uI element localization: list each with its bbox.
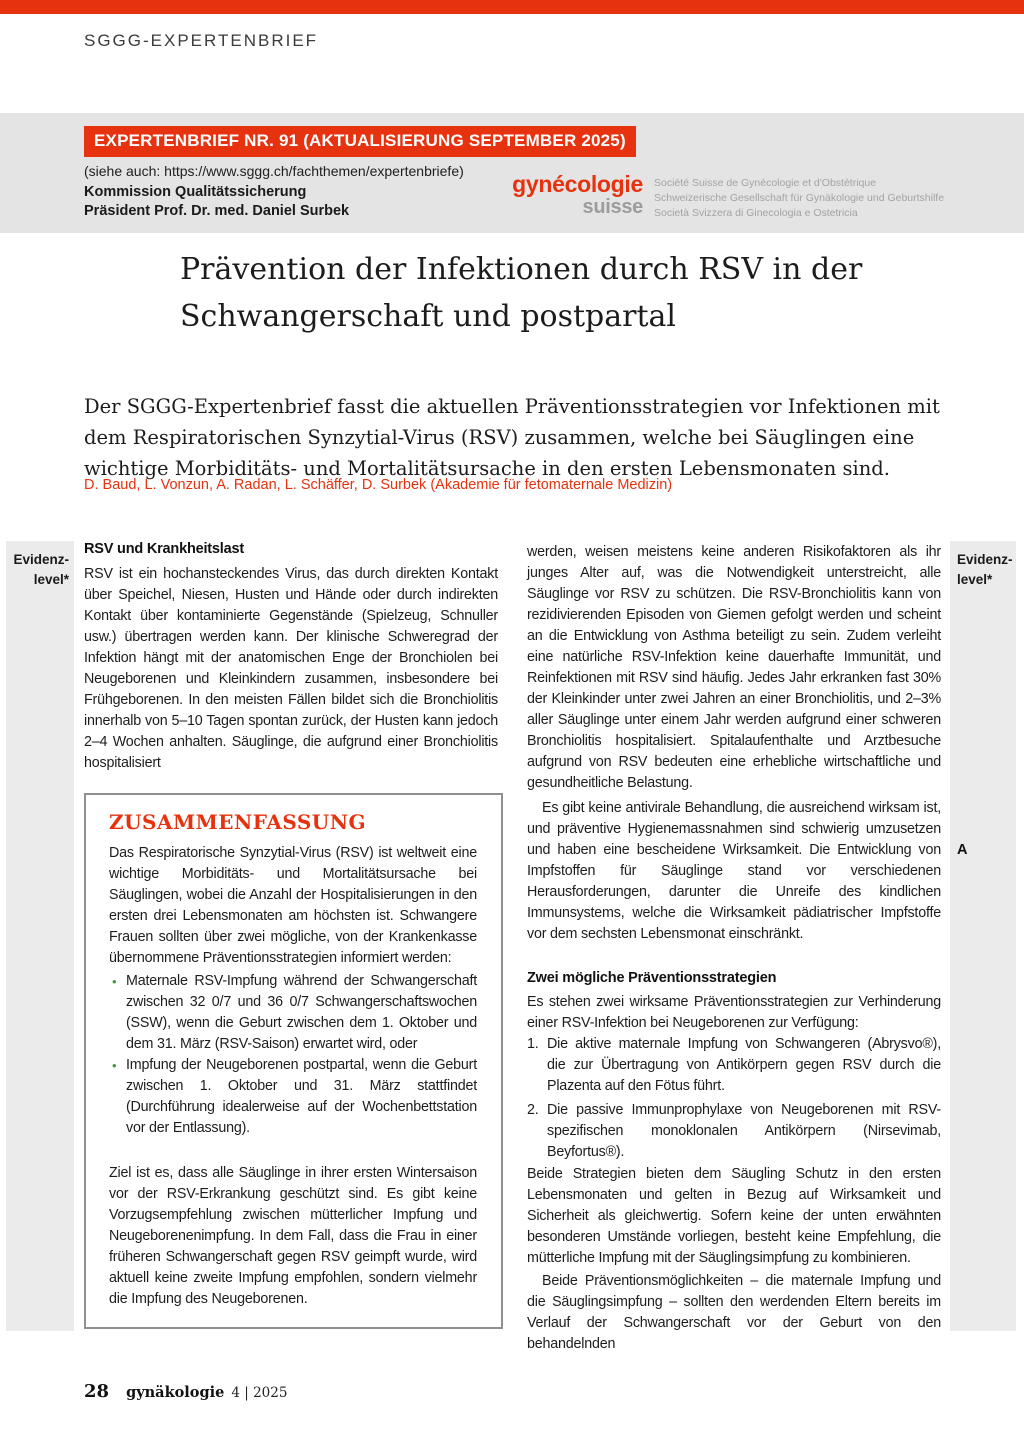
president-line: Präsident Prof. Dr. med. Daniel Surbek xyxy=(84,203,350,219)
evidence-level-strip-right xyxy=(950,541,1016,1331)
summary-box-heading: ZUSAMMENFASSUNG xyxy=(109,810,367,834)
page-footer xyxy=(84,1381,287,1402)
evidence-label-line2: level* xyxy=(33,572,69,587)
journal-name: gynäkologie xyxy=(126,1384,225,1401)
summary-bullet-item: • Maternale RSV-Impfung während der Schwangerschaft zwischen 32 0/7 und 36 0/7 Schwangerschaftswochen (SSW), wenn die Geburt zwischen dem 1. Oktober und dem 31. März (RSV-Saison) erwartet wird, oder xyxy=(109,971,477,1055)
journal-issue: 4 | 2025 xyxy=(231,1385,288,1401)
numbered-item-1 xyxy=(527,1034,941,1097)
right-column-paragraph-3: Es stehen zwei wirksame Präventionsstrategien zur Verhinderung einer RSV-Infektion bei Neugeborenen zur Verfügung: xyxy=(527,994,941,1031)
numbered-item-2 xyxy=(527,1100,941,1163)
society-name-fr: Société Suisse de Gynécologie et d'Obstétrique xyxy=(654,177,877,189)
summary-box-outro: Ziel ist es, dass alle Säuglinge in ihrer ersten Wintersaison vor der RSV-Erkrankung geschützt sind. Es gibt keine Vorzugsempfehlung zwischen mütterlicher Impfung und Neugeborenenimpfung. In dem Fall, dass die Frau in einer früheren Schwangerschaft gegen RSV geimpft wurde, wird aktuell keine zweite Impfung empfohlen, sondern vielmehr die Impfung des Neugeborenen. xyxy=(109,1165,477,1307)
numbered-item-2-text: Die passive Immunprophylaxe von Neugeborenen mit RSV-spezifischen monoklonalen Antikörpern (Nirsevimab, Beyfortus®). xyxy=(547,1102,941,1160)
logo-word-suisse: suisse xyxy=(582,196,643,218)
evidence-level-strip-left xyxy=(6,541,74,1331)
numbered-item-1-number: 1. xyxy=(527,1036,539,1052)
commission-line: Kommission Qualitätssicherung xyxy=(84,184,307,200)
page-number: 28 xyxy=(84,1381,110,1402)
summary-bullet-item: • Impfung der Neugeborenen postpartal, wenn die Geburt zwischen 1. Oktober und 31. März stattfindet (Durchführung idealerweise auf der Wochenbettstation vor der Entlassung). xyxy=(109,1055,477,1139)
society-name-de: Schweizerische Gesellschaft für Gynäkologie und Geburtshilfe xyxy=(654,192,945,204)
evidence-label-line2: level* xyxy=(957,572,993,587)
summary-bullet-list xyxy=(109,971,477,1139)
right-column-paragraph-4: Beide Strategien bieten dem Säugling Schutz in den ersten Lebensmonaten und gelten in Bezug auf Wirksamkeit und Sicherheit als gleichwertig. Sofern keine der unten erwähnten besonderen Umstände vorliegen, besteht keine Empfehlung, die mütterliche Impfung mit der Säuglingsimpfung zu kombinieren. xyxy=(527,1166,941,1266)
section-heading-praeventionsstrategien: Zwei mögliche Präventionsstrategien xyxy=(527,970,777,986)
right-column-paragraph-1: werden, weisen meistens keine anderen Risikofaktoren als ihr junges Alter auf, was die Notwendigkeit unterstreicht, alle Säuglinge vor RSV zu schützen. Die RSV-Bronchiolitis kann von rezidivierenden Episoden von Giemen gefolgt werden und scheint an die Entwicklung von Asthma beteiligt zu sein. Zudem verleiht eine natürliche RSV-Infektion keine dauerhafte Immunität, und Reinfektionen mit RSV sind häufig. Jedes Jahr erkranken fast 30% der Kleinkinder unter zwei Jahren an einer Bronchiolitis, und 2–3% aller Säuglinge unter einem Jahr werden aufgrund einer schweren Bronchiolitis hospitalisiert. Spitalaufenthalte und Arztbesuche aufgrund von RSV bedeuten eine erhebliche wirtschaftliche und gesundheitliche Belastung. xyxy=(527,544,941,791)
article-title: Prävention der Infektionen durch RSV in der Schwangerschaft und postpartal xyxy=(180,252,863,334)
evidence-label-line1: Evidenz- xyxy=(13,552,69,567)
evidence-level-label-left xyxy=(6,541,74,590)
numbered-item-2-number: 2. xyxy=(527,1102,539,1118)
see-also-link-text[interactable]: (siehe auch: https://www.sggg.ch/fachthemen/expertenbriefe) xyxy=(84,163,464,179)
logo-society-names xyxy=(654,176,944,221)
society-name-it: Società Svizzera di Ginecologia e Ostetricia xyxy=(654,207,858,219)
section-heading-rsv-krankheitslast: RSV und Krankheitslast xyxy=(84,541,244,557)
expertbrief-banner: EXPERTENBRIEF NR. 91 (AKTUALISIERUNG SEPTEMBER 2025) xyxy=(84,126,636,157)
article-authors: D. Baud, L. Vonzun, A. Radan, L. Schäffer, D. Surbek (Akademie für fetomaternale Medizin) xyxy=(84,477,673,493)
right-column-paragraph-5: Beide Präventionsmöglichkeiten – die maternale Impfung und die Säuglingsimpfung – sollten den werdenden Eltern bereits im Verlauf der Schwangerschaft vor der Geburt von den behandelnden xyxy=(527,1273,941,1352)
top-red-bar xyxy=(0,0,1024,14)
article-lead: Der SGGG-Expertenbrief fasst die aktuellen Präventionsstrategien vor Infektionen mit dem Respiratorischen Synzytial-Virus (RSV) zusammen, welche bei Säuglingen eine wichtige Morbiditäts- und Mortalitätsursache in den ersten Lebensmonaten sind. xyxy=(84,395,940,480)
numbered-item-1-text: Die aktive maternale Impfung von Schwangeren (Abrysvo®), die zur Übertragung von Antikörpern gegen RSV durch die Plazenta auf den Fötus führt. xyxy=(547,1036,941,1094)
evidence-label-line1: Evidenz- xyxy=(957,552,1013,567)
right-column-paragraph-2: Es gibt keine antivirale Behandlung, die ausreichend wirksam ist, und präventive Hygienemassnahmen sind schwierig umzusetzen und haben eine bescheidene Wirksamkeit. Die Entwicklung von Impfstoffen für Säuglinge stand vor verschiedenen Herausforderungen, darunter die Unreife des kindlichen Immunsystems, welche die Wirksamkeit pädiatrischer Impfstoffe vor dem sechsten Lebensmonat einschränkt. xyxy=(527,800,941,942)
page-kicker: SGGG-EXPERTENBRIEF xyxy=(84,31,319,50)
logo-word-gynecologie: gynécologie xyxy=(512,171,643,197)
summary-box xyxy=(84,793,503,1329)
evidence-grade-a: A xyxy=(957,842,968,858)
summary-box-intro: Das Respiratorische Synzytial-Virus (RSV) ist weltweit eine wichtige Morbiditäts- und Mortalitätsursache bei Säuglingen, wobei die Anzahl der Hospitalisierungen in den ersten drei Lebensmonaten am höchsten ist. Schwangere Frauen sollten über zwei mögliche, von der Krankenkasse übernommene Präventionsstrategien informiert werden: xyxy=(109,845,477,966)
left-column-paragraph: RSV ist ein hochansteckendes Virus, das durch direkten Kontakt über Speichel, Niesen, Husten und Hände oder durch indirekten Kontakt über kontaminierte Gegenstände (Spielzeug, Schnuller usw.) übertragen werden kann. Der klinische Schweregrad der Infektion hängt mit der anatomischen Enge der Bronchiolen bei Neugeborenen und Kleinkindern zusammen, insbesondere bei Frühgeborenen. In den meisten Fällen bildet sich die Bronchiolitis innerhalb von 5–10 Tagen spontan zurück, der Husten kann jedoch 2–4 Wochen anhalten. Säuglinge, die aufgrund einer Bronchiolitis hospitalisiert xyxy=(84,566,498,771)
gynecologie-suisse-logo xyxy=(500,173,643,217)
evidence-level-label-right xyxy=(950,541,1016,590)
